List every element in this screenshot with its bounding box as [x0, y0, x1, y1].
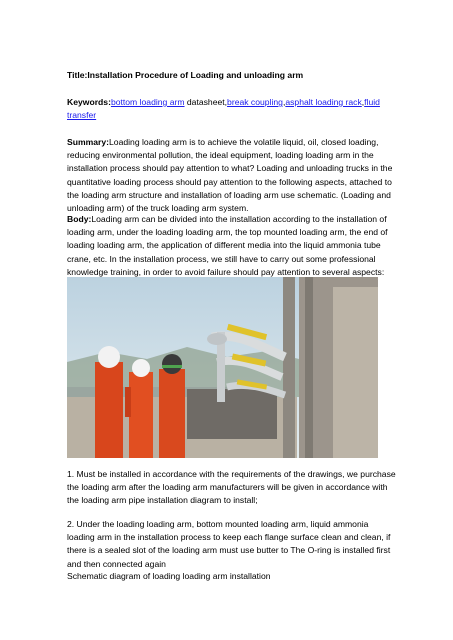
keywords-separator: , — [361, 97, 365, 107]
title-label: Title: — [67, 70, 88, 80]
point-2-text: 2. Under the loading loading arm, bottom mounted loading arm, liquid ammonia loading arm in the installation process to keep each flange surface clean and clean, if there is a sealed slot of the loading arm must use butter to The O-ring is installed first and then connected again — [67, 519, 391, 569]
summary-label: Summary: — [67, 137, 110, 147]
summary-text: Loading loading arm is to achieve the volatile liquid, oil, closed loading, reducing environmental pollution, the ideal equipment, loading loading arm in the installation process should pay attention to what? Loading and unloading trucks in the quantitative loading process should pay attention to the following aspects, attached to the loading arm structure and installation of loading arm use schematic. (Loading and unloading arm) of the truck loading arm system. — [67, 137, 393, 214]
title-text: Installation Procedure of Loading and unloading arm — [87, 70, 304, 80]
document-title — [67, 69, 397, 82]
keyword-link-fluid-transfer[interactable]: fluid transfer — [67, 97, 380, 121]
summary-paragraph — [67, 136, 397, 215]
keywords-label: Keywords: — [67, 97, 111, 107]
point-1-text: 1. Must be installed in accordance with the requirements of the drawings, we purchase the loading arm after the loading arm manufacturers will be given in accordance with the loading arm pipe installation diagram to install; — [67, 469, 396, 506]
keywords-separator: , — [282, 97, 286, 107]
keyword-link-asphalt-loading-rack[interactable]: asphalt loading rack — [285, 97, 362, 107]
point-1-paragraph — [67, 468, 397, 508]
figure-caption — [67, 570, 397, 583]
keyword-link-break-coupling[interactable]: break coupling — [227, 97, 283, 107]
body-text: Loading arm can be divided into the installation according to the installation of loading arm, under the loading loading arm, the top mounted loading arm, the end of loading loading arm, the application of different media into the liquid ammonia tube crane, etc. In the installation process, we still have to carry out some professional knowledge training, in order to avoid failure should pay attention to several aspects: — [67, 214, 388, 277]
body-label: Body: — [67, 214, 92, 224]
keywords-text: datasheet, — [184, 97, 228, 107]
caption-text: Schematic diagram of loading loading arm installation — [67, 571, 271, 581]
point-2-paragraph — [67, 518, 397, 571]
body-paragraph — [67, 213, 397, 279]
loading-arm-photo — [67, 277, 378, 458]
keyword-link-bottom-loading-arm[interactable]: bottom loading arm — [110, 97, 185, 107]
keywords-paragraph — [67, 96, 397, 122]
